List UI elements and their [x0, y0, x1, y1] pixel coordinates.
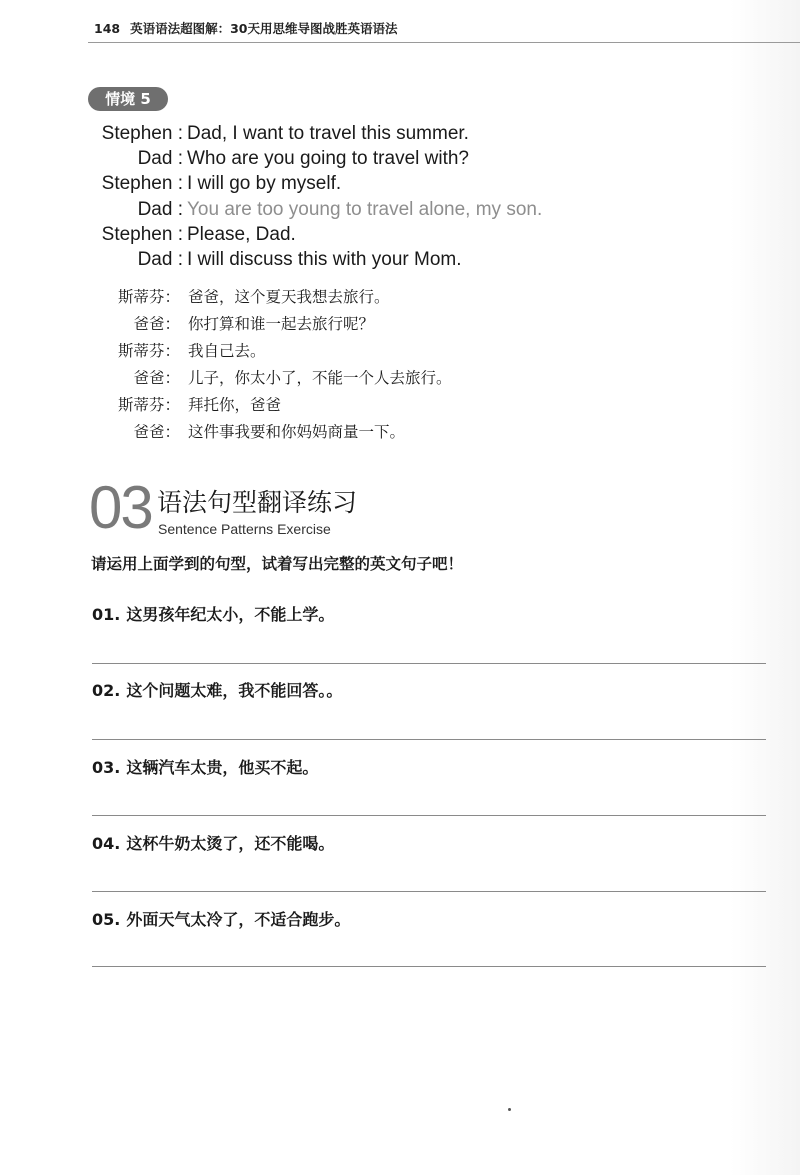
exercise-text: 外面天气太冷了，不适合跑步。 — [126, 910, 351, 929]
exercise-text: 这杯牛奶太烫了，还不能喝。 — [126, 834, 335, 853]
dialogue-line: Who are you going to travel with? — [187, 148, 469, 170]
dialogue-row — [0, 121, 800, 146]
answer-line[interactable] — [92, 891, 766, 892]
chinese-translation — [0, 284, 800, 446]
exercise-prompt — [92, 909, 766, 931]
speaker-label: Dad : — [137, 248, 183, 270]
dialogue-line: Please, Dad. — [187, 223, 296, 245]
exercise-item — [92, 680, 766, 702]
speaker-label: Dad : — [137, 198, 183, 220]
english-dialogue — [0, 121, 800, 272]
translation-row — [0, 338, 800, 365]
exercise-prompt — [92, 680, 766, 702]
answer-line[interactable] — [92, 739, 766, 740]
section-number: 03 — [89, 474, 152, 541]
exercise-number: 04. — [92, 834, 121, 853]
dialogue-row — [0, 222, 800, 247]
translation-row — [0, 365, 800, 392]
exercise-prompt — [92, 604, 766, 626]
translation-row — [0, 419, 800, 446]
exercise-text: 这辆汽车太贵，他买不起。 — [126, 758, 319, 777]
dialogue-line: I will go by myself. — [187, 173, 342, 195]
exercise-text: 这个问题太难，我不能回答。。 — [126, 681, 343, 700]
speaker-label: 爸爸： — [133, 423, 180, 441]
exercise-number: 01. — [92, 605, 121, 624]
section-title: 语法句型翻译练习 — [157, 488, 358, 517]
translation-line: 爸爸，这个夏天我想去旅行。 — [188, 288, 390, 306]
dialogue-row — [0, 197, 800, 222]
exercise-item — [92, 909, 766, 931]
speaker-label: Stephen : — [101, 123, 183, 144]
dialogue-line: You are too young to travel alone, my son. — [187, 198, 543, 220]
section-subtitle: Sentence Patterns Exercise — [158, 521, 331, 537]
speaker-label: 爸爸： — [133, 369, 180, 387]
translation-line: 拜托你，爸爸 — [188, 396, 282, 414]
speaker-label: Stephen : — [101, 173, 183, 195]
translation-line: 你打算和谁一起去旅行呢？ — [188, 315, 375, 333]
speaker-label: Dad : — [137, 148, 183, 170]
book-title: 英语语法超图解：30天用思维导图战胜英语语法 — [130, 21, 398, 36]
speaker-label: Stephen : — [101, 223, 183, 245]
translation-line: 这件事我要和你妈妈商量一下。 — [188, 423, 406, 441]
dialogue-row — [0, 171, 800, 196]
speaker-label: 爸爸： — [133, 315, 180, 333]
exercise-number: 03. — [92, 758, 121, 777]
translation-row — [0, 311, 800, 338]
dialogue-line: I will discuss this with your Mom. — [187, 248, 462, 270]
exercise-item — [92, 604, 766, 626]
print-speck — [508, 1108, 511, 1111]
exercise-prompt — [92, 833, 766, 855]
answer-line[interactable] — [92, 966, 766, 967]
page-number: 148 — [94, 21, 121, 36]
speaker-label: 斯蒂芬： — [117, 396, 180, 414]
translation-row — [0, 284, 800, 311]
exercise-number: 05. — [92, 910, 121, 929]
exercise-number: 02. — [92, 681, 121, 700]
translation-line: 我自己去。 — [188, 342, 266, 360]
answer-line[interactable] — [92, 663, 766, 664]
dialogue-line: Dad, I want to travel this summer. — [187, 123, 469, 144]
exercise-prompt — [92, 757, 766, 779]
dialogue-row — [0, 247, 800, 272]
speaker-label: 斯蒂芬： — [117, 288, 180, 306]
exercise-text: 这男孩年纪太小，不能上学。 — [126, 605, 335, 624]
header-rule — [88, 42, 800, 43]
running-header — [94, 19, 398, 37]
dialogue-row — [0, 146, 800, 171]
exercise-item — [92, 833, 766, 855]
exercise-instruction: 请运用上面学到的句型，试着写出完整的英文句子吧！ — [91, 555, 464, 573]
speaker-label: 斯蒂芬： — [117, 342, 180, 360]
scene-badge: 情境 5 — [88, 87, 168, 111]
translation-line: 儿子，你太小了，不能一个人去旅行。 — [188, 369, 452, 387]
answer-line[interactable] — [92, 815, 766, 816]
translation-row — [0, 392, 800, 419]
exercise-item — [92, 757, 766, 779]
